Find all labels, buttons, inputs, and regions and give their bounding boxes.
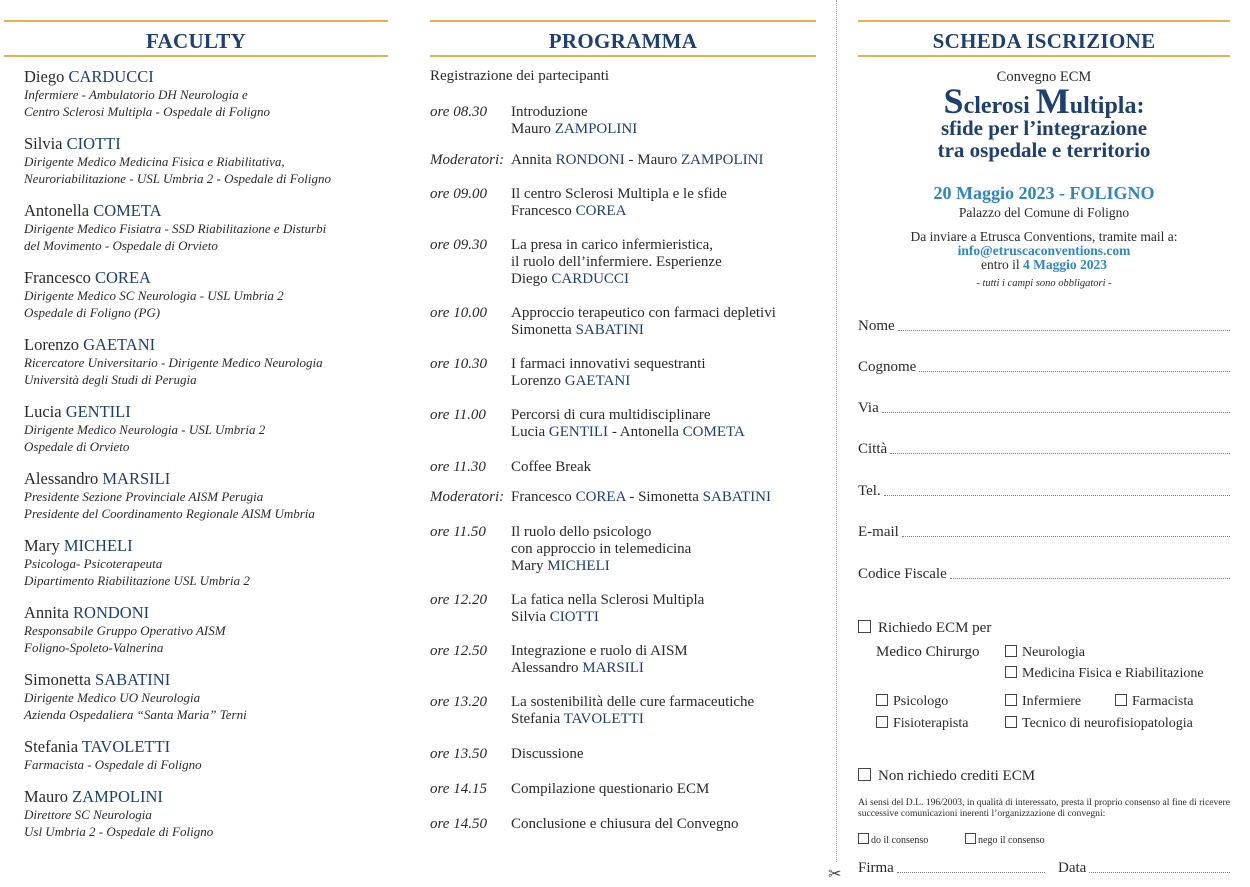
faculty-first-name: Mary [24,536,60,555]
faculty-role-line1: Dirigente Medico Medicina Fisica e Riabilitativa, [24,154,285,169]
checkbox-box[interactable] [1005,716,1017,728]
slot-content [511,524,816,575]
moderators-1 [430,152,816,169]
citta-field[interactable] [858,441,1230,458]
faculty-name [24,787,388,806]
slot-title: Approccio terapeutico con farmaci depletivi [511,305,776,321]
faculty-role-line2: Dipartimento Riabilitazione USL Umbria 2 [24,573,250,588]
slot-time: ore 11.30 [430,459,486,475]
programma-column [430,0,816,887]
field-label: Data [1058,860,1087,876]
email-link[interactable]: info@etruscaconventions.com [957,243,1131,258]
faculty-last-name: COMETA [93,201,162,220]
checkbox-label: Farmacista [1132,694,1194,709]
slot-title: Compilazione questionario ECM [511,781,710,797]
moderators-names [511,152,816,169]
slot-time: ore 12.50 [430,643,487,659]
slot-title: Discussione [511,746,584,762]
slot-1150 [430,524,816,575]
slot-speaker [511,203,816,220]
faculty-last-name: COREA [95,268,151,287]
event-title-line3: tra ospedale e territorio [937,138,1151,162]
speaker-last: COMETA [682,424,745,440]
field-label: Via [858,400,879,416]
field-line[interactable] [882,411,1230,413]
faculty-name [24,670,388,689]
moderator-first: Simonetta [638,489,699,505]
faculty-first-name: Lucia [24,402,62,421]
faculty-member [24,335,388,388]
moderators-2 [430,489,816,506]
moderator-first: Mauro [637,152,678,168]
deadline-date: 4 Maggio 2023 [1023,257,1107,272]
faculty-name [24,737,388,756]
faculty-role-line1: Dirigente Medico Fisiatra - SSD Riabilitazione e Disturbi [24,221,327,236]
checkbox-box[interactable] [858,620,871,633]
via-field[interactable] [858,400,1230,417]
event-venue: Palazzo del Comune di Foligno [958,205,1130,220]
speaker-last: CIOTTI [549,609,599,625]
slot-content [511,237,816,288]
psicologo-checkbox[interactable] [876,694,948,710]
checkbox-label: Infermiere [1022,694,1082,709]
moderator-last: SABATINI [702,489,771,505]
slot-title: Introduzione [511,104,588,120]
faculty-first-name: Alessandro [24,469,99,488]
field-label: Città [858,441,888,457]
email-field[interactable] [858,524,1230,541]
checkbox-box[interactable] [1005,666,1017,678]
slot-1000 [430,305,816,339]
faculty-role-line2: Centro Sclerosi Multipla - Ospedale di Foligno [24,104,271,119]
infermiere-checkbox[interactable] [1005,694,1081,710]
codice-fiscale-field[interactable] [858,566,1230,583]
slot-time: ore 13.50 [430,746,487,762]
separator: - [629,489,635,505]
scheda-header: SCHEDA ISCRIZIONE [932,29,1156,53]
checkbox-label: Neurologia [1022,645,1085,660]
faculty-role-line2: Ospedale di Orvieto [24,439,130,454]
speaker-last: COREA [575,203,627,219]
deadline-prefix: entro il [981,257,1020,272]
faculty-last-name: SABATINI [95,670,171,689]
slot-title: La fatica nella Sclerosi Multipla [511,592,705,608]
deadline-line [858,258,1230,272]
header-rule-top [858,20,1230,22]
field-label: Tel. [858,483,881,499]
faculty-column [4,0,388,887]
field-line[interactable] [902,535,1230,537]
checkbox-label: Tecnico di neurofisiopatologia [1022,716,1193,731]
tel-field[interactable] [858,483,1230,500]
faculty-last-name: MICHELI [63,536,133,555]
faculty-name [24,67,388,86]
faculty-role-line1: Responsabile Gruppo Operativo AISM [24,623,226,638]
faculty-role-line2: Neuroriabilitazione - USL Umbria 2 - Ospedale di Foligno [24,171,331,186]
no-credits-checkbox[interactable] [858,768,1035,785]
slot-content [511,356,816,390]
checkbox-box[interactable] [876,694,888,706]
slot-speaker [511,609,816,626]
neurologia-checkbox[interactable] [1005,645,1085,661]
moderator-last: COREA [575,489,626,505]
checkbox-box[interactable] [858,768,871,781]
slot-time: ore 10.00 [430,305,487,321]
slot-0830 [430,104,816,138]
faculty-first-name: Simonetta [24,670,91,689]
faculty-role-line1: Psicologa- Psicoterapeuta [24,556,163,571]
faculty-last-name: ZAMPOLINI [72,787,163,806]
slot-time: ore 08.30 [430,104,487,120]
slot-time: ore 14.15 [430,781,487,797]
medicina-fisica-checkbox[interactable] [1005,666,1204,682]
registration-line: Registrazione dei partecipanti [430,68,610,84]
speaker-first: Lorenzo [511,373,561,389]
faculty-name [24,402,388,421]
faculty-header: FACULTY [145,29,247,53]
slot-1415 [430,781,816,798]
scheda-column [858,0,1230,887]
slot-0930 [430,237,816,288]
slot-title: La presa in carico infermieristica, [511,237,713,253]
faculty-member [24,268,388,321]
field-line[interactable] [950,577,1230,579]
slot-time: ore 09.00 [430,186,487,202]
slot-speaker [511,660,816,677]
header-rule-bottom [430,55,816,57]
slot-speaker [511,424,816,441]
faculty-role-line1: Direttore SC Neurologia [24,807,152,822]
checkbox-label: nego il consenso [978,835,1045,846]
slot-time: ore 13.20 [430,694,487,710]
title-word: clerosi [963,93,1036,119]
checkbox-label: Non richiedo crediti ECM [878,768,1036,784]
faculty-name [24,134,388,153]
field-line[interactable] [898,329,1230,331]
faculty-role-line2: Azienda Ospedaliera “Santa Maria” Terni [24,707,247,722]
programma-body [430,68,816,833]
faculty-name [24,469,388,488]
speaker-last: SABATINI [575,322,644,338]
title-word: ultipla: [1069,93,1145,119]
checkbox-box[interactable] [876,716,888,728]
faculty-first-name: Lorenzo [24,335,79,354]
field-label: E-mail [858,524,899,540]
slot-content [511,186,816,220]
slot-speaker [511,711,816,728]
slot-time: ore 09.30 [430,237,487,253]
speaker-last: GENTILI [548,424,609,440]
faculty-last-name: RONDONI [73,603,150,622]
slot-1130 [430,459,816,476]
faculty-last-name: MARSILI [102,469,171,488]
moderators-label: Moderatori: [430,152,505,168]
slot-1250 [430,643,816,677]
cut-line [836,0,837,862]
faculty-member [24,134,388,187]
consent-no-checkbox[interactable] [965,833,1045,846]
data-field[interactable] [1058,860,1230,877]
faculty-first-name: Stefania [24,737,79,756]
header-rule-bottom [4,55,388,57]
faculty-role-line1: Ricercatore Universitario - Dirigente Medico Neurologia [24,355,323,370]
faculty-first-name: Francesco [24,268,91,287]
speaker-last: TAVOLETTI [563,711,644,727]
title-initial: M [1035,81,1070,121]
consent-text: Ai sensi del D.L. 196/2003, in qualità di interessato, presta il proprio consenso al fine di ricevere successive comunicazioni inerenti l’organizzazione di convegni: [858,797,1230,819]
field-line[interactable] [919,370,1230,372]
send-text: Da inviare a Etrusca Conventions, tramite mail a: [910,229,1178,244]
slot-time: ore 12.20 [430,592,487,608]
farmacista-checkbox[interactable] [1115,694,1193,710]
scissors-icon: ✂ [828,866,842,883]
faculty-last-name: CARDUCCI [68,67,154,86]
slot-title: Integrazione e ruolo di AISM [511,643,688,659]
ecm-request-checkbox[interactable] [858,620,991,637]
header-rule-top [430,20,816,22]
faculty-role-line2: Ospedale di Foligno (PG) [24,305,161,320]
faculty-last-name: GAETANI [83,335,156,354]
field-label: Firma [858,860,894,876]
speaker-first: Mary [511,558,544,574]
slot-title: Coffee Break [511,459,592,475]
checkbox-box[interactable] [1115,694,1127,706]
field-line[interactable] [1089,871,1230,873]
checkbox-box[interactable] [965,833,976,844]
slot-0900 [430,186,816,220]
slot-1220 [430,592,816,626]
faculty-last-name: GENTILI [65,402,131,421]
firma-field[interactable] [858,860,1045,877]
slot-1030 [430,356,816,390]
speaker-first: Antonella [619,424,679,440]
checkbox-label: Fisioterapista [893,716,969,731]
faculty-role-line1: Dirigente Medico UO Neurologia [24,690,201,705]
faculty-first-name: Diego [24,67,65,86]
faculty-member [24,603,388,656]
speaker-first: Alessandro [511,660,579,676]
faculty-member [24,402,388,455]
slot-content [511,407,816,441]
checkbox-label: Psicologo [893,694,949,709]
slot-title: il ruolo dell’infermiere. Esperienze [511,254,722,270]
faculty-name [24,335,388,354]
event-subtitle: Convegno ECM [996,69,1092,85]
slot-title: Il ruolo dello psicologo [511,524,652,540]
event-title-line1 [858,81,1230,121]
consent-yes-checkbox[interactable] [858,833,928,846]
checkbox-box[interactable] [1005,645,1017,657]
programma-header: PROGRAMMA [548,29,698,53]
slot-title: Conclusione e chiusura del Convegno [511,816,739,832]
send-instructions [858,230,1230,272]
speaker-first: Lucia [511,424,546,440]
slot-title: Il centro Sclerosi Multipla e le sfide [511,186,727,202]
slot-1100 [430,407,816,441]
slot-speaker [511,558,816,575]
faculty-role-line1: Infermiere - Ambulatorio DH Neurologia e [24,87,248,102]
faculty-member [24,737,388,773]
faculty-first-name: Silvia [24,134,63,153]
header-rule-top [4,20,388,22]
faculty-member [24,536,388,589]
tecnico-checkbox[interactable] [1005,716,1193,732]
speaker-last: GAETANI [564,373,631,389]
slot-title: La sostenibilità delle cure farmaceutiche [511,694,755,710]
slot-content [511,694,816,728]
faculty-role-line1: Presidente Sezione Provinciale AISM Perugia [24,489,264,504]
checkbox-label: Richiedo ECM per [878,620,992,636]
moderator-last: RONDONI [555,152,625,168]
slot-1320 [430,694,816,728]
required-note: - tutti i campi sono obbligatori - [976,278,1112,289]
checkbox-box[interactable] [858,833,869,844]
event-date: 20 Maggio 2023 - FOLIGNO [933,183,1155,203]
faculty-first-name: Mauro [24,787,68,806]
fisioterapista-checkbox[interactable] [876,716,968,732]
speaker-last: MARSILI [582,660,644,676]
slot-content [511,305,816,339]
slot-title: Percorsi di cura multidisciplinare [511,407,711,423]
moderator-last: ZAMPOLINI [681,152,764,168]
checkbox-label: do il consenso [871,835,929,846]
field-label: Cognome [858,359,917,375]
faculty-member [24,787,388,840]
faculty-role-line1: Farmacista - Ospedale di Foligno [24,757,202,772]
moderator-first: Francesco [511,489,572,505]
faculty-list [24,67,388,854]
title-initial: S [943,81,964,121]
speaker-last: CARDUCCI [551,271,629,287]
faculty-role-line2: Presidente del Coordinamento Regionale AISM Umbria [24,506,315,521]
faculty-first-name: Antonella [24,201,90,220]
faculty-member [24,67,388,120]
faculty-name [24,536,388,555]
slot-time: ore 10.30 [430,356,487,372]
faculty-role-line1: Dirigente Medico Neurologia - USL Umbria 2 [24,422,266,437]
event-title-line2: sfide per l’integrazione [940,116,1148,140]
faculty-member [24,201,388,254]
slot-speaker [511,271,816,288]
slot-speaker [511,373,816,390]
field-line[interactable] [884,494,1230,496]
field-line[interactable] [897,871,1045,873]
separator: - [611,424,617,440]
faculty-role-line1: Dirigente Medico SC Neurologia - USL Umbria 2 [24,288,284,303]
faculty-role-line2: Università degli Studi di Perugia [24,372,197,387]
event-title [858,81,1230,162]
faculty-member [24,469,388,522]
speaker-first: Francesco [511,203,572,219]
header-rule-bottom [858,55,1230,57]
slot-time: ore 11.00 [430,407,486,423]
speaker-last: MICHELI [547,558,610,574]
nome-field[interactable] [858,318,1230,335]
faculty-role-line2: del Movimento - Ospedale di Orvieto [24,238,218,253]
faculty-first-name: Annita [24,603,69,622]
faculty-name [24,268,388,287]
field-label: Nome [858,318,895,334]
slot-title: I farmaci innovativi sequestranti [511,356,706,372]
slot-content [511,104,816,138]
medico-label: Medico Chirurgo [876,644,980,660]
speaker-first: Silvia [511,609,547,625]
speaker-first: Mauro [511,121,551,137]
field-line[interactable] [890,452,1230,454]
speaker-first: Stefania [511,711,561,727]
faculty-last-name: CIOTTI [66,134,121,153]
faculty-name [24,603,388,622]
separator: - [628,152,634,168]
slot-time: ore 14.50 [430,816,487,832]
cognome-field[interactable] [858,359,1230,376]
faculty-role-line2: Usl Umbria 2 - Ospedale di Foligno [24,824,214,839]
field-label: Codice Fiscale [858,566,947,582]
slot-title: con approccio in telemedicina [511,541,692,557]
slot-1350 [430,746,816,763]
faculty-member [24,670,388,723]
slot-content [511,592,816,626]
faculty-role-line2: Foligno-Spoleto-Valnerina [24,640,164,655]
faculty-name [24,201,388,220]
slot-content [511,643,816,677]
checkbox-label: Medicina Fisica e Riabilitazione [1022,666,1204,681]
speaker-first: Simonetta [511,322,572,338]
slot-time: ore 11.50 [430,524,486,540]
speaker-first: Diego [511,271,548,287]
moderator-first: Annita [511,152,552,168]
slot-1450 [430,816,816,833]
faculty-last-name: TAVOLETTI [81,737,171,756]
checkbox-box[interactable] [1005,694,1017,706]
moderators-label: Moderatori: [430,489,505,505]
slot-speaker [511,322,816,339]
speaker-last: ZAMPOLINI [554,121,638,137]
moderators-names [511,489,816,506]
slot-speaker [511,121,816,138]
